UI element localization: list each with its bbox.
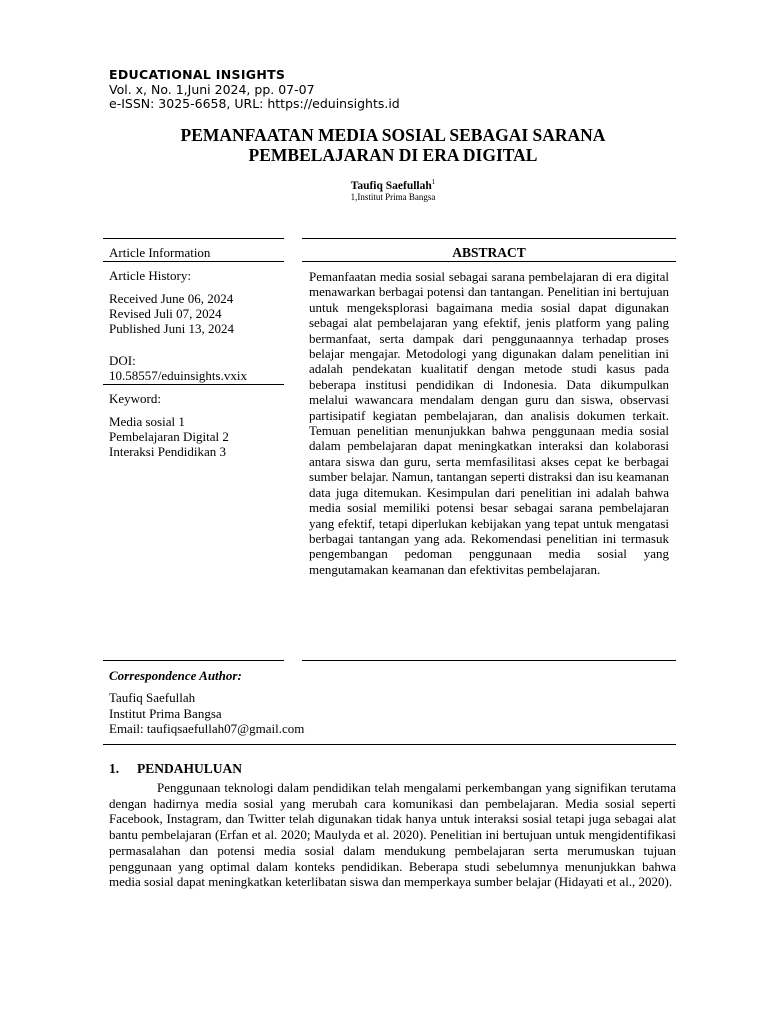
abstract-heading: ABSTRACT xyxy=(452,245,526,260)
doi-link[interactable]: 10.58557/eduinsights.vxix xyxy=(109,368,247,383)
article-info-heading: Article Information xyxy=(109,245,211,260)
journal-volume: Vol. x, No. 1,Juni 2024, pp. 07-07 xyxy=(109,81,315,97)
info-heading-rule xyxy=(103,261,284,262)
doi-label: DOI: xyxy=(109,353,136,368)
keyword-item: Media sosial 1 xyxy=(109,414,185,429)
info-top-rule xyxy=(103,238,284,239)
intro-paragraph: Penggunaan teknologi dalam pendidikan telah mengalami perkembangan yang signifikan terutama dengan hadirnya media sosial yang merubah cara komunikasi dan pembelajaran. Media sosial seperti Facebook, Instagram, dan Twitter telah digunakan tidak hanya untuk interaksi sosial tetapi juga sebagai alat bantu pembelajaran (Erfan et al. 2020; Maulyda et al. 2020). Penelitian ini bertujuan untuk mengidentifikasi permasalahan dan potensi media sosial dalam mendukung pembelajaran serta merumuskan tujuan penggunaan yang optimal dalam konteks pendidikan. Beberapa studi sebelumnya menunjukkan bahwa media sosial dapat meningkatkan keterlibatan siswa dan memperkaya sumber belajar (Hidayati et al., 2020). xyxy=(109,780,676,890)
author-superscript: 1 xyxy=(431,178,436,186)
paper-title-line-1: PEMANFAATAN MEDIA SOSIAL SEBAGAI SARANA xyxy=(180,125,606,145)
keyword-heading: Keyword: xyxy=(109,391,161,406)
correspondence-bottom-rule xyxy=(103,744,676,745)
revised-date: Revised Juli 07, 2024 xyxy=(109,306,222,321)
abstract-heading-rule xyxy=(302,261,676,262)
author-line xyxy=(0,178,768,192)
correspondence-heading: Correspondence Author: xyxy=(109,668,242,683)
abstract-text: Pemanfaatan media sosial sebagai sarana pembelajaran di era digital menawarkan berbagai potensi dan tantangan. Penelitian ini bertujuan untuk mengeksplorasi bagaimana media sosial dapat digunakan sebagai alat pembelajaran yang efektif, jenis platform yang paling bermanfaat, serta dampak dari penggunaannya terhadap proses belajar mengajar. Metodologi yang digunakan dalam penelitian ini adalah pendekatan kualitatif dengan metode studi kasus pada beberapa institusi pendidikan di Indonesia. Data dikumpulkan melalui wawancara mendalam dengan guru dan siswa, observasi partisipatif kegiatan pembelajaran, dan analisis dokumen terkait. Temuan penelitian menunjukkan bahwa penggunaan media sosial dalam pembelajaran dapat meningkatkan interaksi dan kolaborasi antara siswa dan guru, serta memfasilitasi akses cepat ke berbagai sumber belajar. Namun, tantangan seperti distraksi dan isu keamanan data juga ditemukan. Kesimpulan dari penelitian ini adalah bahwa media sosial memiliki potensi besar sebagai sarana pembelajaran yang efektif, tetapi diperlukan kebijakan yang tepat untuk mengatasi berbagai tantangan yang ada. Rekomendasi penelitian ini termasuk pengembangan pedoman penggunaan media sosial yang mengutamakan keamanan dan efektivitas pembelajaran. xyxy=(309,269,669,577)
correspondence-email[interactable]: Email: taufiqsaefullah07@gmail.com xyxy=(109,721,305,736)
journal-issn: e-ISSN: 3025-6658, URL: https://eduinsights.id xyxy=(109,96,400,111)
published-date: Published Juni 13, 2024 xyxy=(109,321,234,336)
paper-title-line-2: PEMBELAJARAN DI ERA DIGITAL xyxy=(248,145,538,165)
journal-name: EDUCATIONAL INSIGHTS xyxy=(109,67,286,82)
keyword-item: Interaksi Pendidikan 3 xyxy=(109,444,226,459)
abstract-bottom-rule xyxy=(302,660,676,661)
correspondence-name: Taufiq Saefullah xyxy=(109,690,196,705)
section-number: 1. xyxy=(109,761,120,776)
section-heading xyxy=(109,761,242,777)
article-history-heading: Article History: xyxy=(109,268,191,283)
abstract-top-rule xyxy=(302,238,676,239)
received-date: Received June 06, 2024 xyxy=(109,291,234,306)
author-name: Taufiq Saefullah xyxy=(350,179,432,192)
section-title: PENDAHULUAN xyxy=(137,761,243,776)
paper-title xyxy=(150,125,636,165)
correspondence-institution: Institut Prima Bangsa xyxy=(109,706,222,721)
keyword-item: Pembelajaran Digital 2 xyxy=(109,429,229,444)
journal-header xyxy=(109,68,400,112)
doi-rule xyxy=(103,384,284,385)
author-affiliation: 1,Institut Prima Bangsa xyxy=(350,192,436,202)
info-bottom-rule xyxy=(103,660,284,661)
